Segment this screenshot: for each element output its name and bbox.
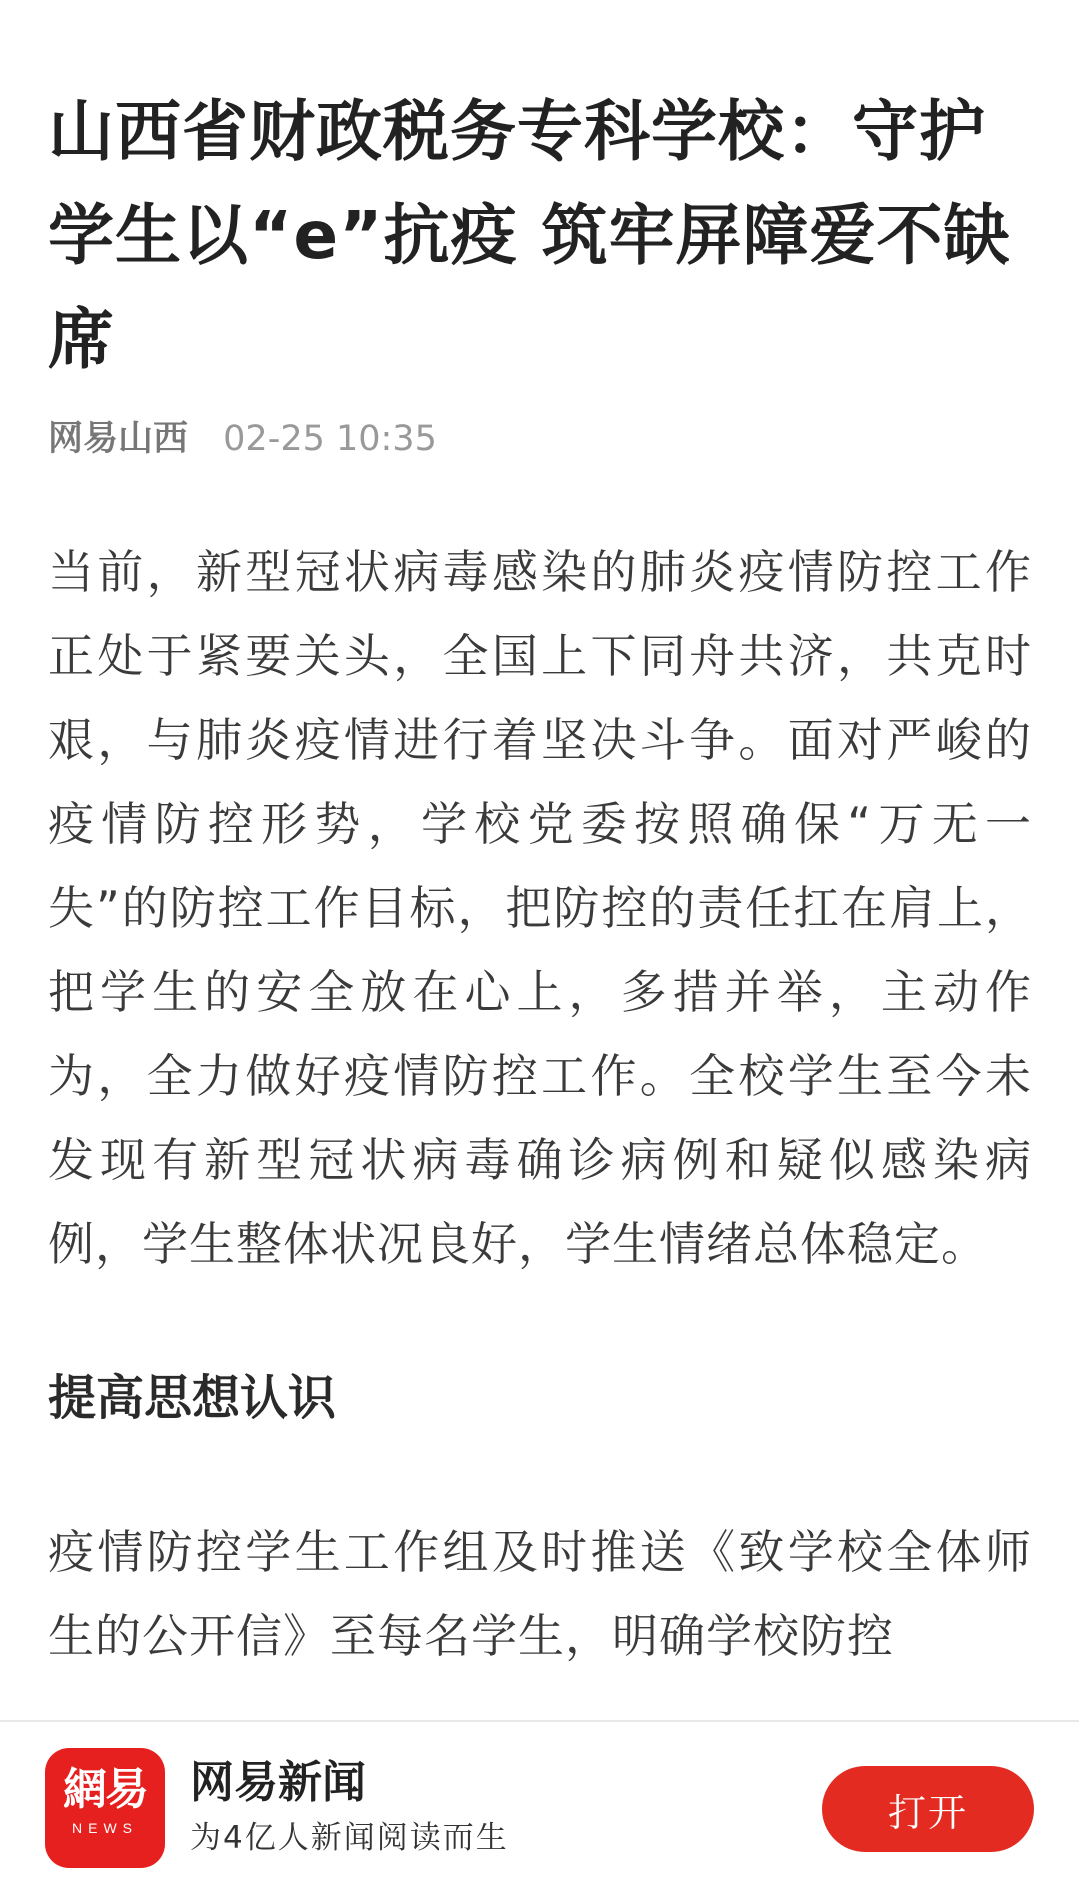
- article-paragraph-2: 疫情防控学生工作组及时推送《致学校全体师生的公开信》至每名学生，明确学校防控: [48, 1525, 1032, 1663]
- logo-text: 網易: [63, 1764, 147, 1815]
- article-time: 02-25 10:35: [223, 419, 437, 459]
- article: [48, 0, 1032, 1678]
- app-name: 网易新闻: [190, 1757, 366, 1808]
- app-download-banner[interactable]: [0, 1720, 1079, 1884]
- app-slogan: 为4亿人新闻阅读而生: [190, 1820, 509, 1856]
- article-meta: [48, 414, 1032, 464]
- article-title: 山西省财政税务专科学校：守护学生以“e”抗疫 筑牢屏障爱不缺席: [48, 93, 1011, 378]
- netease-news-logo-icon[interactable]: [45, 1748, 165, 1868]
- logo-subtext: NEWS: [72, 1820, 138, 1836]
- open-app-button[interactable]: 打开: [822, 1766, 1034, 1852]
- article-source[interactable]: 网易山西: [48, 419, 189, 459]
- article-paragraph: 当前，新型冠状病毒感染的肺炎疫情防控工作正处于紧要关头，全国上下同舟共济，共克时艰，与肺炎疫情进行着坚决斗争。面对严峻的疫情防控形势，学校党委按照确保“万无一失”的防控工作目标，把防控的责任扛在肩上，把学生的安全放在心上，多措并举，主动作为，全力做好疫情防控工作。全校学生至今未发现有新型冠状病毒确诊病例和疑似感染病例，学生整体状况良好，学生情绪总体稳定。: [48, 545, 1032, 1271]
- section-heading: 提高思想认识: [48, 1370, 337, 1426]
